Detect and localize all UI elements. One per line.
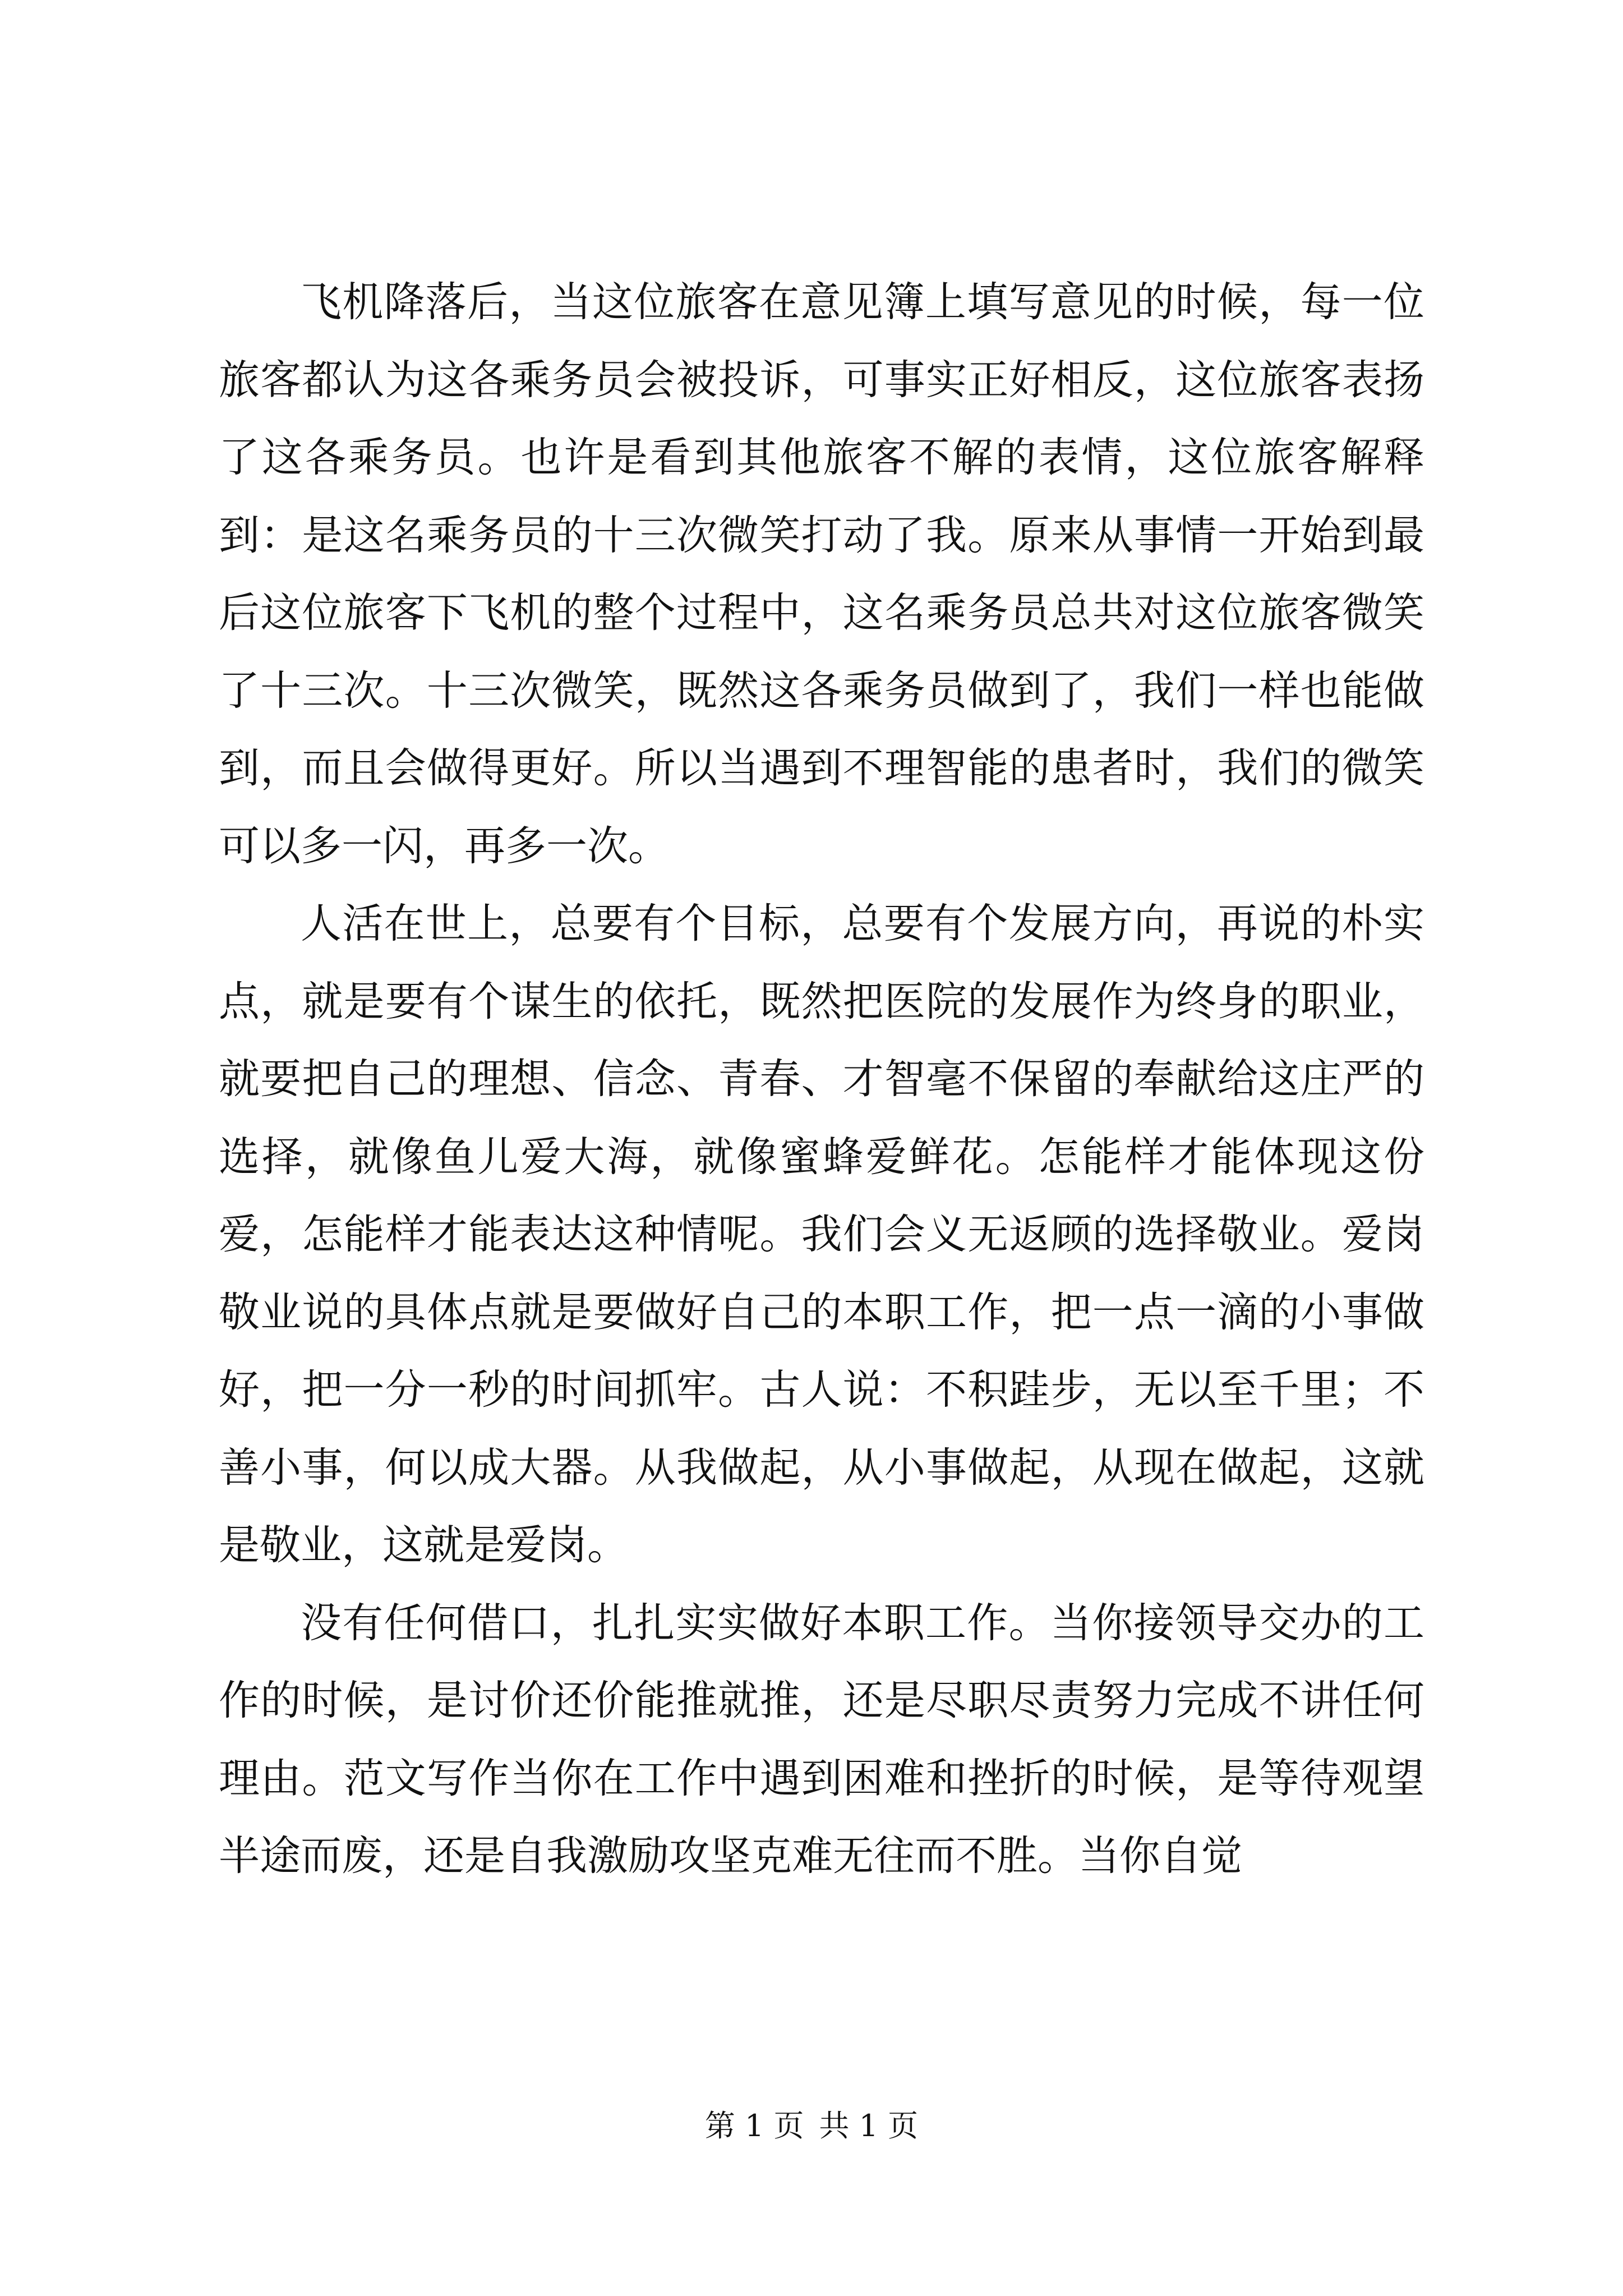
page-number-total: 共 1 页 bbox=[819, 2108, 919, 2143]
paragraph-1: 飞机降落后，当这位旅客在意见簿上填写意见的时候，每一位旅客都认为这各乘务员会被投诉，可事实正好相反，这位旅客表扬了这各乘务员。也许是看到其他旅客不解的表情，这位旅客解释到：是这名乘务员的十三次微笑打动了我。原来从事情一开始到最后这位旅客下飞机的整个过程中，这名乘务员总共对这位旅客微笑了十三次。十三次微笑，既然这各乘务员做到了，我们一样也能做到，而且会做得更好。所以当遇到不理智能的患者时，我们的微笑可以多一闪，再多一次。 bbox=[219, 278, 1424, 870]
page-footer bbox=[0, 2106, 1623, 2146]
paragraph-3: 没有任何借口，扎扎实实做好本职工作。当你接领导交办的工作的时候，是讨价还价能推就推，还是尽职尽责努力完成不讲任何理由。范文写作当你在工作中遇到困难和挫折的时候，是等待观望半途而废，还是自我激励攻坚克难无往而不胜。当你自觉 bbox=[219, 1599, 1424, 1880]
paragraph-2: 人活在世上，总要有个目标，总要有个发展方向，再说的朴实点，就是要有个谋生的依托，既然把医院的发展作为终身的职业，就要把自己的理想、信念、青春、才智毫不保留的奉献给这庄严的选择，就像鱼儿爱大海，就像蜜蜂爱鲜花。怎能样才能体现这份爱，怎能样才能表达这种情呢。我们会义无返顾的选择敬业。爱岗敬业说的具体点就是要做好自己的本职工作，把一点一滴的小事做好，把一分一秒的时间抓牢。古人说：不积跬步，无以至千里；不善小事，何以成大器。从我做起，从小事做起，从现在做起，这就是敬业，这就是爱岗。 bbox=[219, 900, 1424, 1569]
document-body bbox=[219, 264, 1424, 1895]
page-number-current: 第 1 页 bbox=[704, 2108, 804, 2143]
